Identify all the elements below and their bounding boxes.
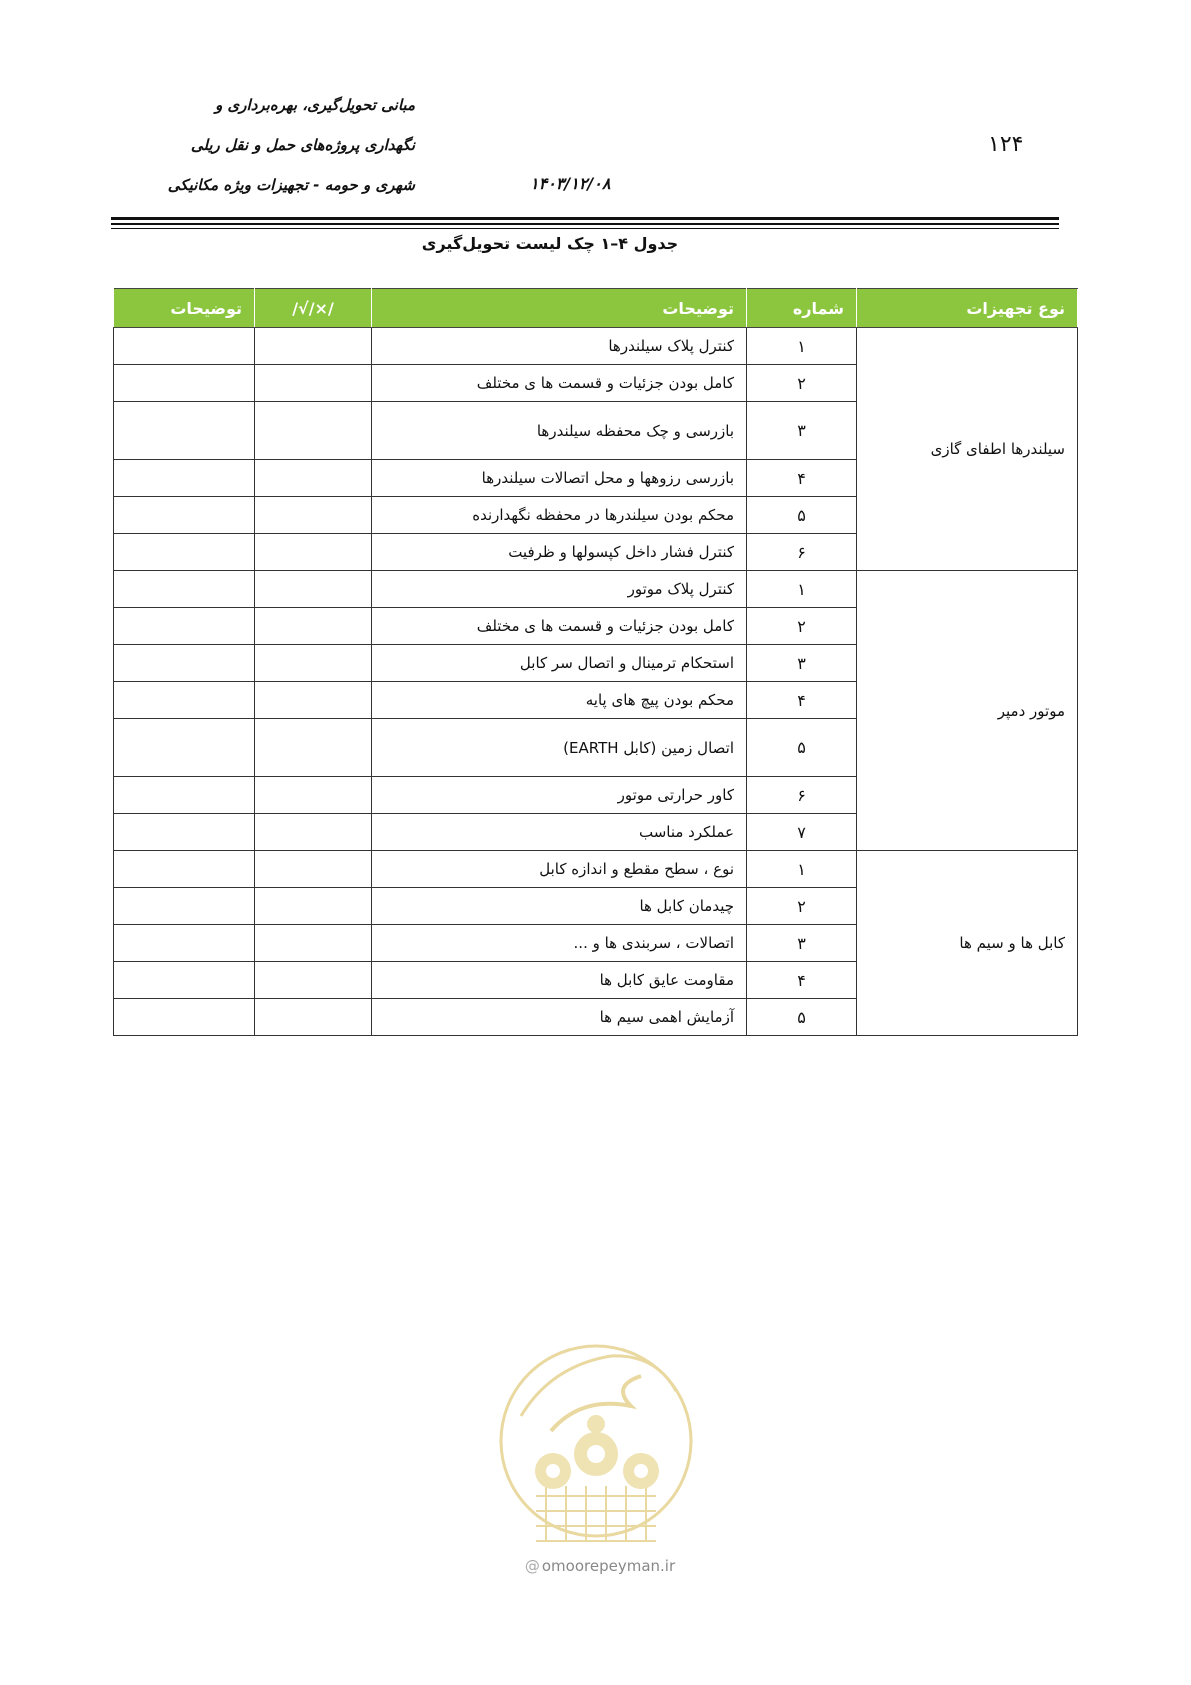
remarks-cell[interactable]	[114, 777, 255, 814]
remarks-cell[interactable]	[114, 682, 255, 719]
mark-cell[interactable]	[255, 645, 372, 682]
mark-cell[interactable]	[255, 814, 372, 851]
row-number-cell: ۱	[747, 328, 857, 365]
page-number: ۱۲۴	[988, 132, 1024, 157]
header-equipment-type: نوع تجهیزات	[857, 289, 1078, 328]
description-cell: محکم بودن پیچ های پایه	[372, 682, 747, 719]
mark-cell[interactable]	[255, 460, 372, 497]
watermark-url: @ omoorepeyman.ir	[524, 1557, 676, 1575]
remarks-cell[interactable]	[114, 888, 255, 925]
description-cell: نوع ، سطح مقطع و اندازه کابل	[372, 851, 747, 888]
remarks-cell[interactable]	[114, 851, 255, 888]
row-number-cell: ۱	[747, 571, 857, 608]
remarks-cell[interactable]	[114, 962, 255, 999]
row-number-cell: ۵	[747, 719, 857, 777]
mark-cell[interactable]	[255, 365, 372, 402]
row-number-cell: ۷	[747, 814, 857, 851]
equipment-type-cell: سیلندرها اطفای گازی	[857, 328, 1078, 571]
description-cell: چیدمان کابل ها	[372, 888, 747, 925]
table-row	[114, 571, 1078, 608]
mark-cell[interactable]	[255, 682, 372, 719]
description-cell: کنترل فشار داخل کپسولها و ظرفیت	[372, 534, 747, 571]
description-cell: بازرسی و چک محفظه سیلندرها	[372, 402, 747, 460]
mark-cell[interactable]	[255, 888, 372, 925]
row-number-cell: ۳	[747, 402, 857, 460]
header-rule	[111, 223, 1059, 225]
description-cell: مقاومت عایق کابل ها	[372, 962, 747, 999]
description-cell: استحکام ترمینال و اتصال سر کابل	[372, 645, 747, 682]
running-header	[130, 92, 415, 212]
mark-cell[interactable]	[255, 608, 372, 645]
header-remarks: توضیحات	[114, 289, 255, 328]
mark-cell[interactable]	[255, 999, 372, 1036]
remarks-cell[interactable]	[114, 999, 255, 1036]
equipment-type-cell: موتور دمپر	[857, 571, 1078, 851]
description-cell: بازرسی رزوهها و محل اتصالات سیلندرها	[372, 460, 747, 497]
row-number-cell: ۱	[747, 851, 857, 888]
remarks-cell[interactable]	[114, 402, 255, 460]
row-number-cell: ۴	[747, 460, 857, 497]
remarks-cell[interactable]	[114, 328, 255, 365]
description-cell: کنترل پلاک سیلندرها	[372, 328, 747, 365]
header-rule	[111, 217, 1059, 220]
remarks-cell[interactable]	[114, 925, 255, 962]
header-line: شهری و حومه - تجهیزات ویژه مکانیکی	[167, 176, 415, 194]
row-number-cell: ۲	[747, 365, 857, 402]
description-cell: کامل بودن جزئیات و قسمت ها ی مختلف	[372, 608, 747, 645]
table-caption: جدول ۴–۱ چک لیست تحویل‌گیری	[421, 234, 679, 253]
row-number-cell: ۶	[747, 777, 857, 814]
row-number-cell: ۲	[747, 888, 857, 925]
row-number-cell: ۲	[747, 608, 857, 645]
remarks-cell[interactable]	[114, 497, 255, 534]
mark-cell[interactable]	[255, 534, 372, 571]
description-cell: کامل بودن جزئیات و قسمت ها ی مختلف	[372, 365, 747, 402]
description-cell: عملکرد مناسب	[372, 814, 747, 851]
remarks-cell[interactable]	[114, 645, 255, 682]
table-row	[114, 328, 1078, 365]
remarks-cell[interactable]	[114, 814, 255, 851]
row-number-cell: ۳	[747, 645, 857, 682]
row-number-cell: ۴	[747, 682, 857, 719]
description-cell: کنترل پلاک موتور	[372, 571, 747, 608]
header-rule	[111, 228, 1059, 229]
mark-cell[interactable]	[255, 962, 372, 999]
header-line: نگهداری پروژه‌های حمل و نقل ریلی	[190, 136, 415, 154]
header-description: توضیحات	[372, 289, 747, 328]
omoore-peyman-seal-icon	[491, 1336, 701, 1566]
header-number: شماره	[747, 289, 857, 328]
delivery-checklist-table	[113, 288, 1078, 1036]
equipment-type-cell: کابل ها و سیم ها	[857, 851, 1078, 1036]
row-number-cell: ۵	[747, 497, 857, 534]
description-cell: محکم بودن سیلندرها در محفظه نگهدارنده	[372, 497, 747, 534]
mark-cell[interactable]	[255, 328, 372, 365]
remarks-cell[interactable]	[114, 719, 255, 777]
mark-cell[interactable]	[255, 777, 372, 814]
description-cell: اتصالات ، سربندی ها و ...	[372, 925, 747, 962]
mark-cell[interactable]	[255, 719, 372, 777]
header-mark: /√/×/	[255, 289, 372, 328]
remarks-cell[interactable]	[114, 365, 255, 402]
mark-cell[interactable]	[255, 402, 372, 460]
remarks-cell[interactable]	[114, 571, 255, 608]
header-line: مبانی تحویل‌گیری، بهره‌برداری و	[215, 96, 415, 114]
remarks-cell[interactable]	[114, 608, 255, 645]
table-body	[114, 328, 1078, 1036]
description-cell: اتصال زمین (کابل EARTH)	[372, 719, 747, 777]
description-cell: آزمایش اهمی سیم ها	[372, 999, 747, 1036]
row-number-cell: ۵	[747, 999, 857, 1036]
row-number-cell: ۴	[747, 962, 857, 999]
table-header-row	[114, 289, 1078, 328]
mark-cell[interactable]	[255, 497, 372, 534]
mark-cell[interactable]	[255, 851, 372, 888]
remarks-cell[interactable]	[114, 534, 255, 571]
at-icon: @	[524, 1557, 540, 1575]
mark-cell[interactable]	[255, 571, 372, 608]
row-number-cell: ۶	[747, 534, 857, 571]
mark-cell[interactable]	[255, 925, 372, 962]
header-date: ۱۴۰۳/۱۲/۰۸	[530, 174, 611, 193]
row-number-cell: ۳	[747, 925, 857, 962]
description-cell: کاور حرارتی موتور	[372, 777, 747, 814]
table-row	[114, 851, 1078, 888]
remarks-cell[interactable]	[114, 460, 255, 497]
